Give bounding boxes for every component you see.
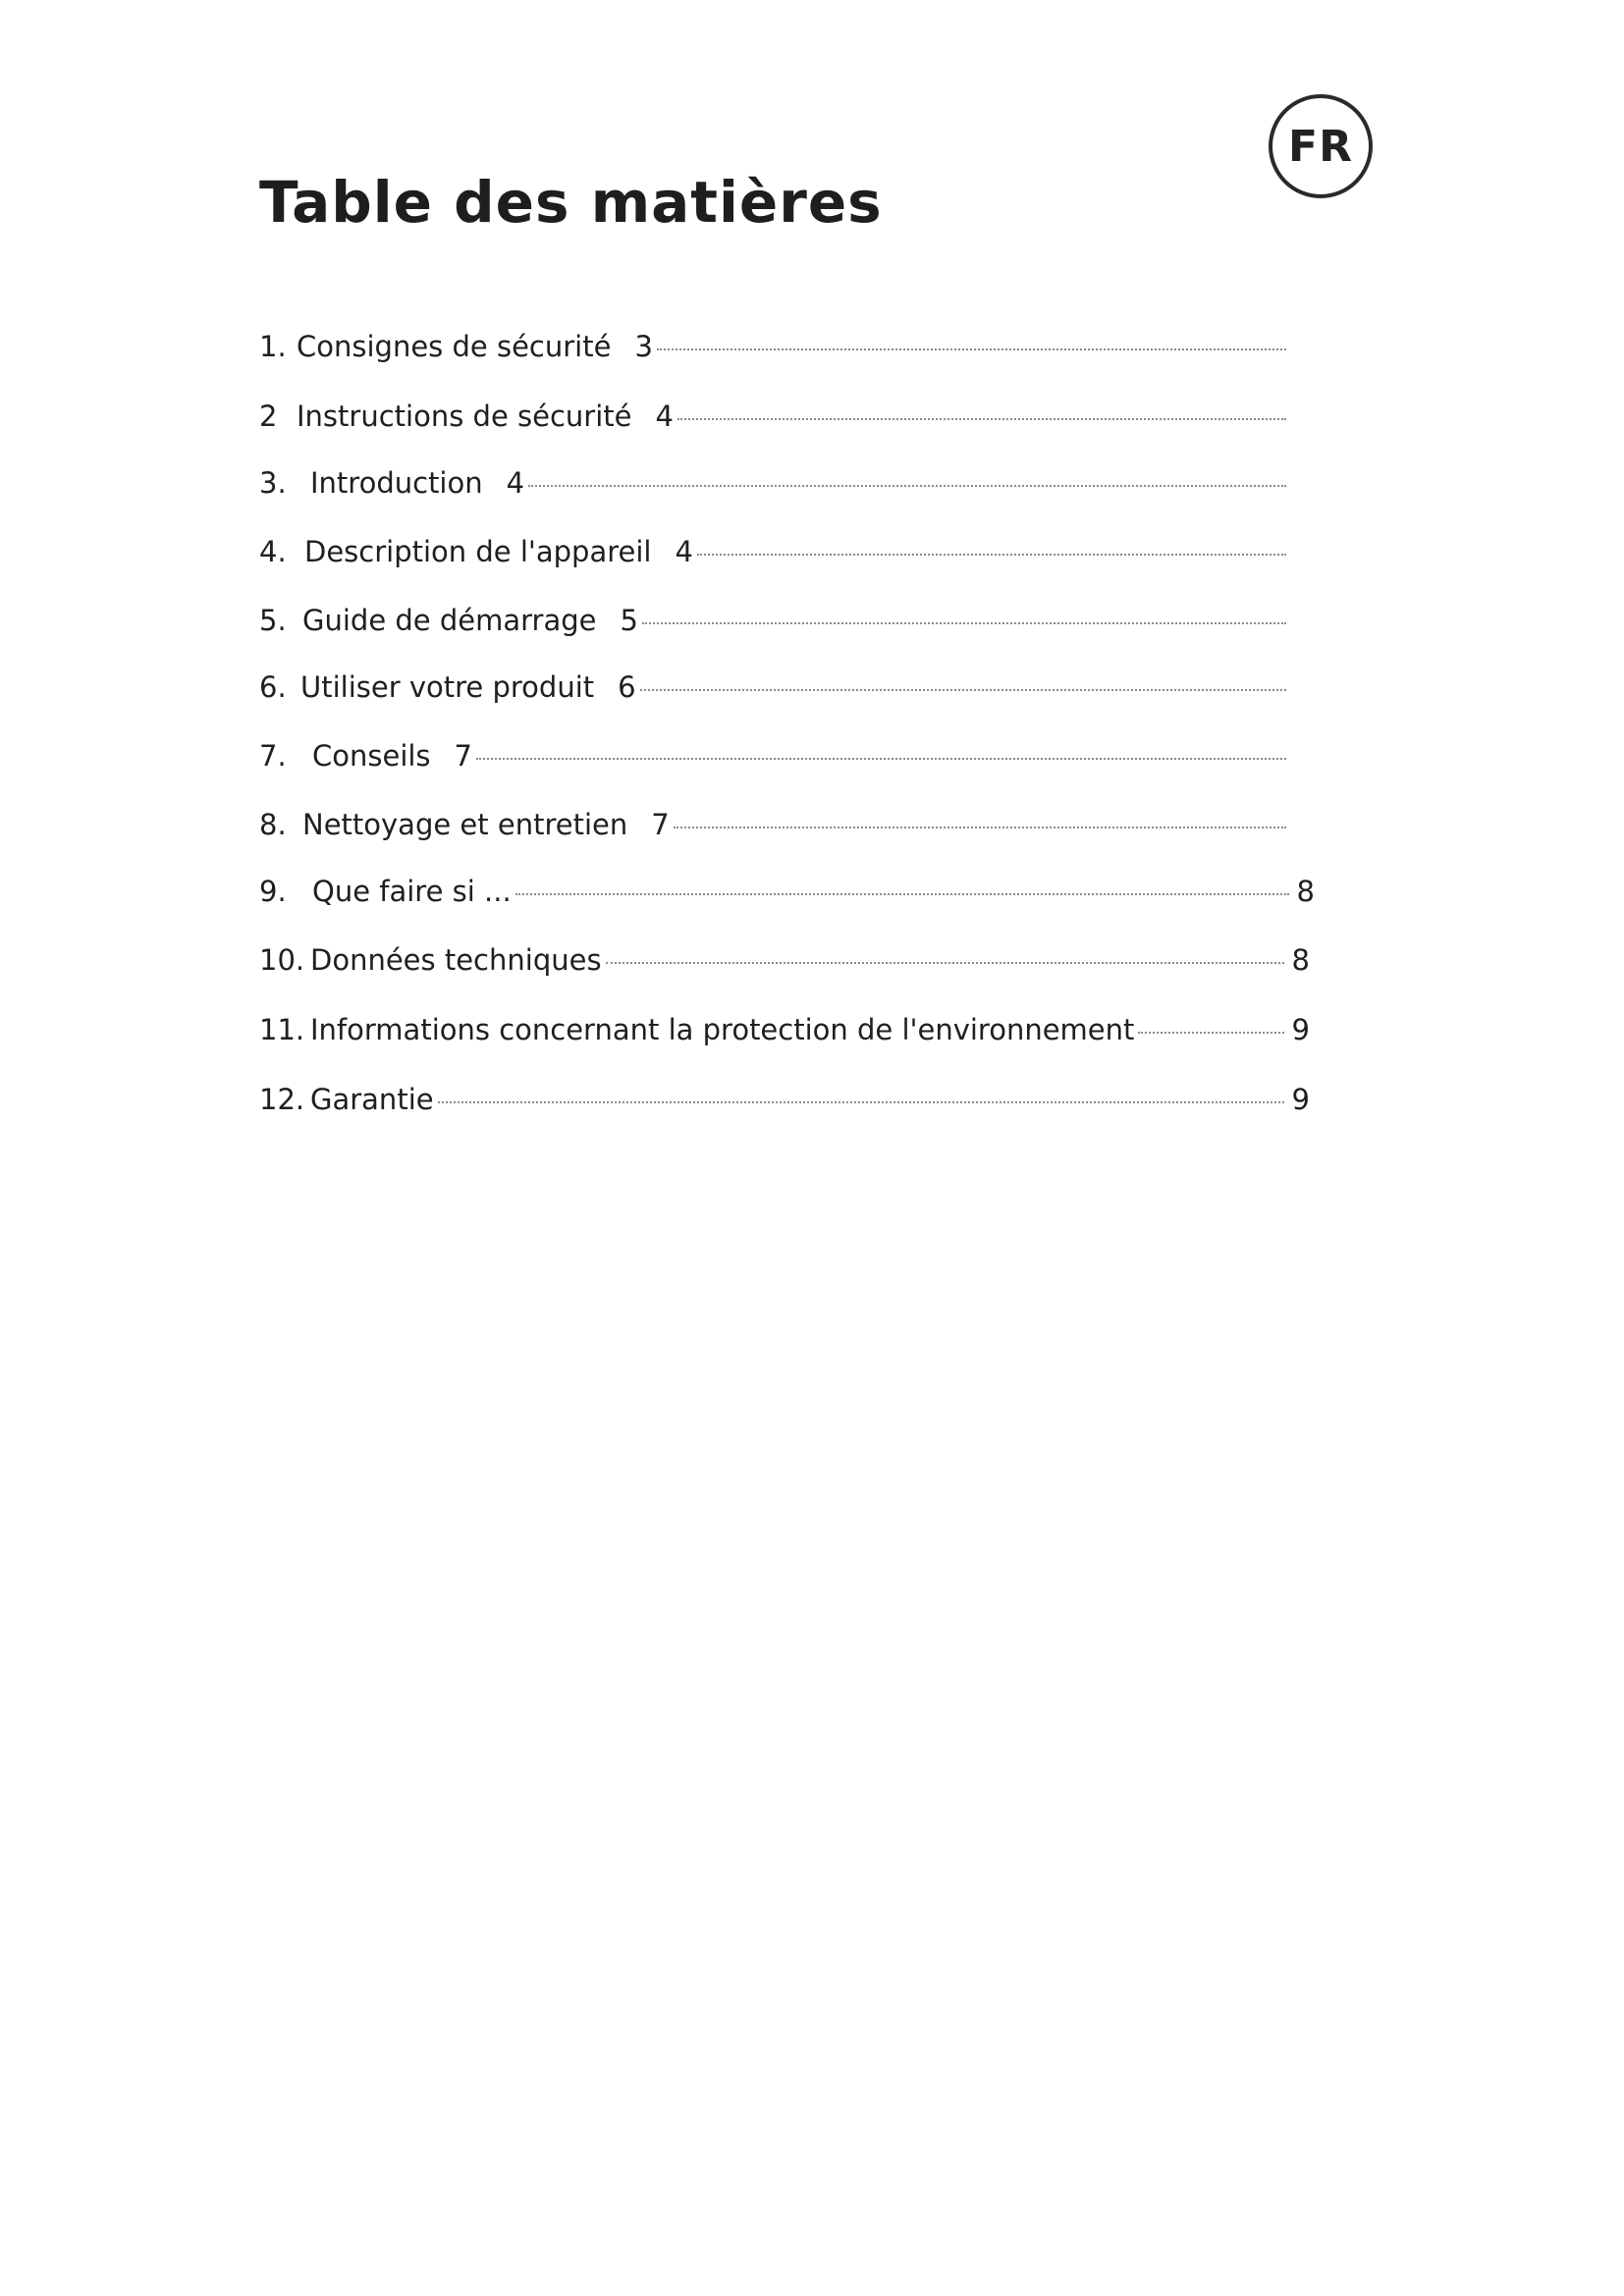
toc-entry-2[interactable] bbox=[259, 400, 1290, 439]
toc-entry-number: 11. bbox=[259, 1013, 305, 1046]
toc-entry-page: 5 bbox=[620, 604, 638, 637]
toc-entry-9[interactable] bbox=[259, 875, 1315, 914]
toc-entry-page: 6 bbox=[618, 670, 636, 704]
toc-entry-number: 8. bbox=[259, 808, 287, 841]
toc-entry-label: Informations concernant la protection de l'environnement bbox=[310, 1013, 1135, 1046]
toc-entry-page: 3 bbox=[634, 330, 653, 363]
toc-entry-10[interactable] bbox=[259, 943, 1310, 983]
language-badge bbox=[1269, 94, 1373, 198]
toc-entry-page: 9 bbox=[1291, 1013, 1310, 1046]
toc-entry-11[interactable] bbox=[259, 1013, 1310, 1052]
toc-entry-page: 4 bbox=[675, 535, 693, 568]
toc-entry-label: Que faire si ... bbox=[312, 875, 512, 908]
toc-entry-number: 2 bbox=[259, 400, 278, 433]
toc-entry-number: 12. bbox=[259, 1083, 305, 1116]
toc-entry-number: 4. bbox=[259, 535, 287, 568]
toc-entry-number: 1. bbox=[259, 330, 287, 363]
dotted-leader bbox=[642, 622, 1286, 624]
dotted-leader bbox=[606, 962, 1284, 964]
toc-entry-page: 9 bbox=[1291, 1083, 1310, 1116]
toc-entry-page: 4 bbox=[655, 400, 674, 433]
toc-entry-number: 10. bbox=[259, 943, 305, 977]
toc-entry-page: 4 bbox=[506, 466, 525, 500]
toc-entry-label: Données techniques bbox=[310, 943, 602, 977]
toc-entry-label: Description de l'appareil bbox=[304, 535, 652, 568]
dotted-leader bbox=[438, 1101, 1284, 1103]
dotted-leader bbox=[528, 485, 1286, 487]
toc-entry-label: Nettoyage et entretien bbox=[302, 808, 628, 841]
language-badge-label: FR bbox=[1288, 121, 1353, 172]
toc-entry-label: Conseils bbox=[312, 739, 431, 773]
toc-entry-number: 3. bbox=[259, 466, 287, 500]
toc-entry-5[interactable] bbox=[259, 604, 1290, 643]
dotted-leader bbox=[674, 827, 1286, 828]
dotted-leader bbox=[697, 554, 1286, 556]
toc-entry-label: Utiliser votre produit bbox=[300, 670, 595, 704]
toc-entry-label: Consignes de sécurité bbox=[297, 330, 612, 363]
dotted-leader bbox=[515, 893, 1289, 895]
toc-entry-number: 5. bbox=[259, 604, 287, 637]
page-title: Table des matières bbox=[259, 169, 883, 236]
toc-entry-page: 7 bbox=[651, 808, 670, 841]
toc-entry-label: Introduction bbox=[310, 466, 483, 500]
dotted-leader bbox=[476, 758, 1286, 760]
toc-entry-page: 7 bbox=[454, 739, 472, 773]
toc-entry-label: Garantie bbox=[310, 1083, 434, 1116]
toc-entry-7[interactable] bbox=[259, 739, 1290, 778]
dotted-leader bbox=[1138, 1032, 1283, 1034]
toc-entry-label: Guide de démarrage bbox=[302, 604, 597, 637]
toc-entry-12[interactable] bbox=[259, 1083, 1310, 1122]
toc-entry-number: 9. bbox=[259, 875, 287, 908]
dotted-leader bbox=[657, 348, 1286, 350]
toc-entry-6[interactable] bbox=[259, 670, 1290, 710]
toc-entry-number: 7. bbox=[259, 739, 287, 773]
toc-entry-3[interactable] bbox=[259, 466, 1290, 506]
toc-entry-4[interactable] bbox=[259, 535, 1290, 574]
dotted-leader bbox=[677, 418, 1286, 420]
toc-entry-1[interactable] bbox=[259, 330, 1290, 369]
toc-entry-page: 8 bbox=[1291, 943, 1310, 977]
toc-entry-page: 8 bbox=[1296, 875, 1315, 908]
toc-entry-label: Instructions de sécurité bbox=[297, 400, 632, 433]
dotted-leader bbox=[640, 689, 1286, 691]
toc-entry-8[interactable] bbox=[259, 808, 1290, 847]
toc-entry-number: 6. bbox=[259, 670, 287, 704]
